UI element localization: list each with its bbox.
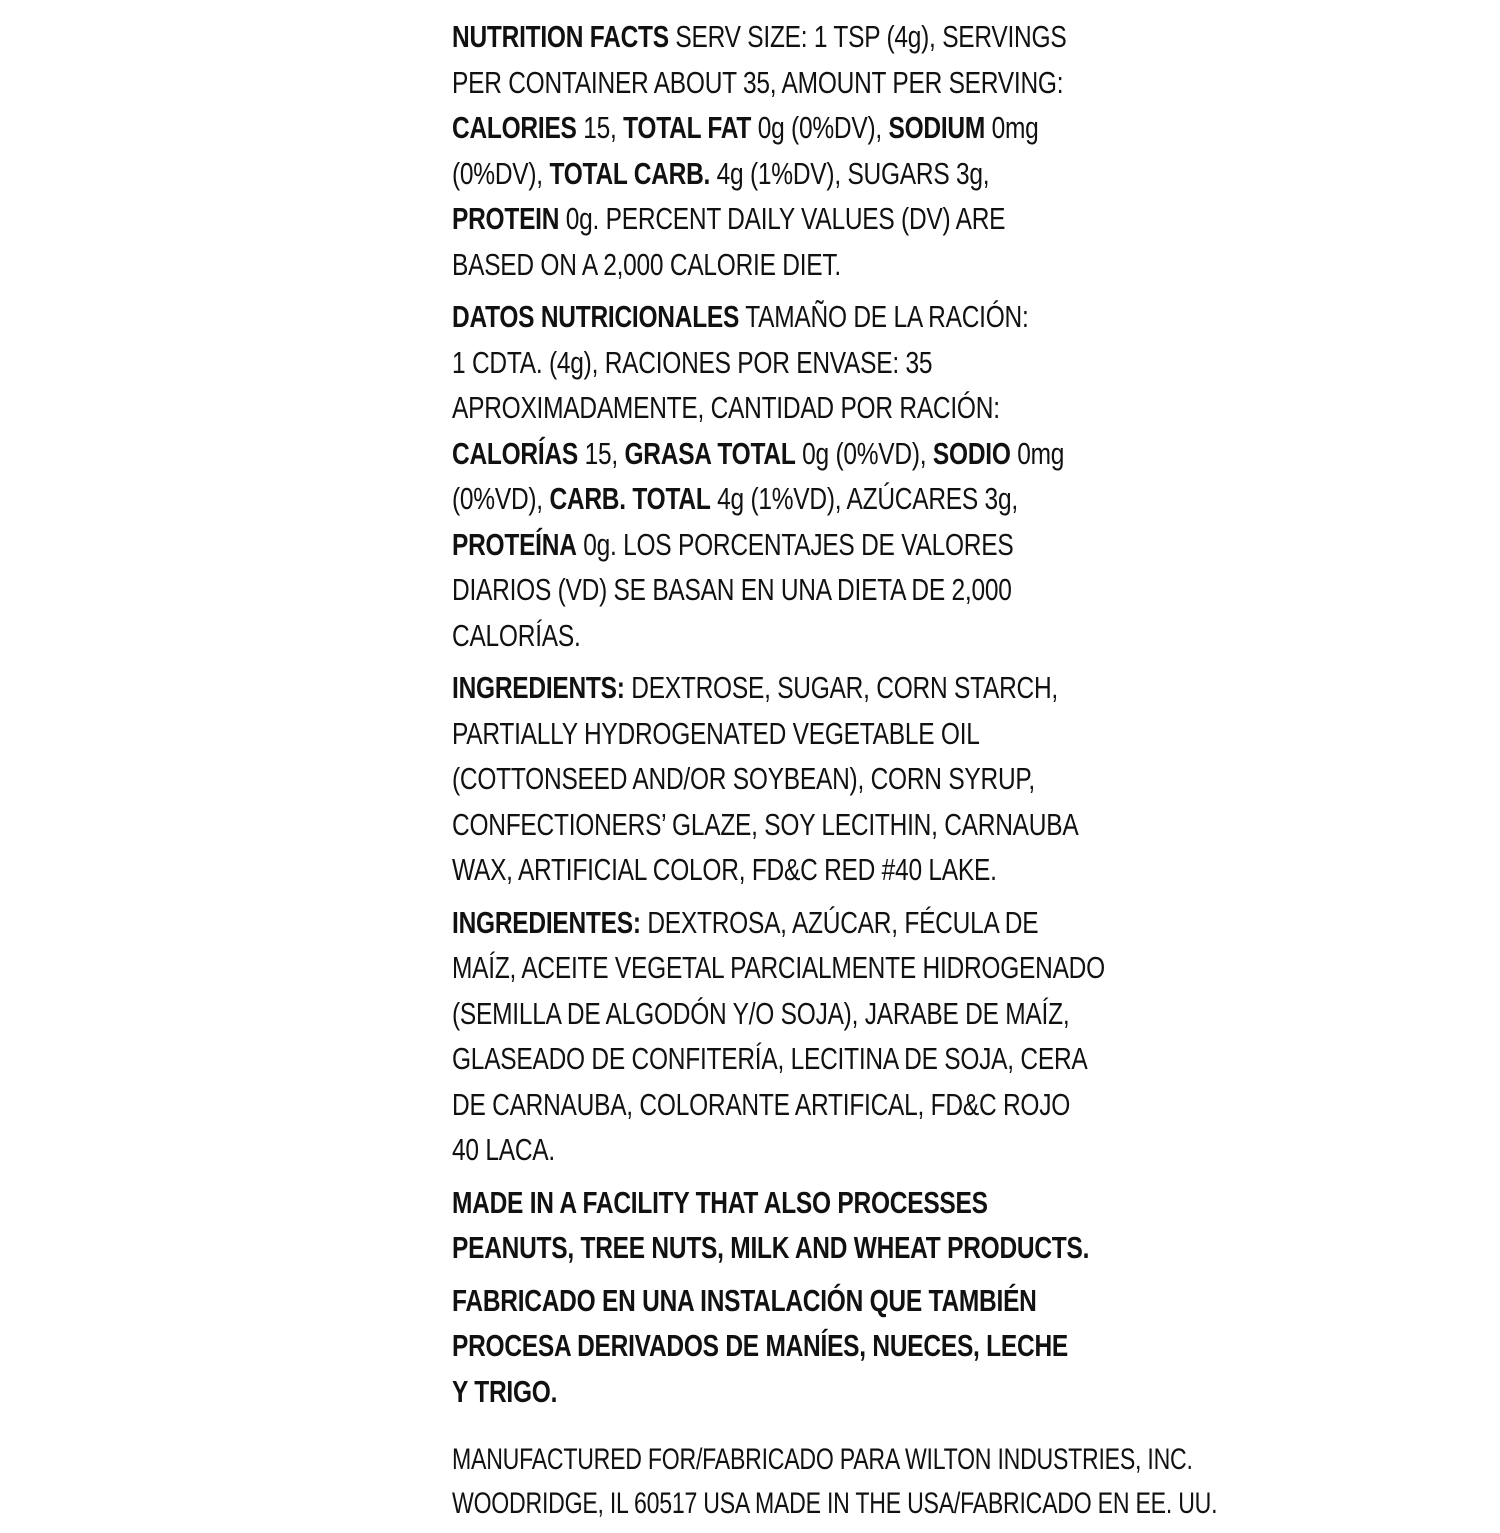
text-line (452, 14, 1067, 60)
text-line (452, 196, 1006, 242)
text-line: PEANUTS, TREE NUTS, MILK AND WHEAT PRODUCTS. (452, 1230, 1090, 1265)
text-line: Y TRIGO. (452, 1373, 558, 1409)
proteina-label: PROTEÍNA (452, 526, 577, 562)
text-line: FABRICADO EN UNA INSTALACIÓN QUE TAMBIÉN (452, 1282, 1037, 1318)
nutrition-facts-english (452, 14, 1072, 287)
sodium-label: SODIUM (888, 110, 986, 145)
text-line (452, 476, 1018, 522)
text-line: (COTTONSEED AND/OR SOYBEAN), CORN SYRUP, (452, 761, 1035, 796)
text-line (452, 294, 1029, 340)
tamano-racion-text: TAMAÑO DE LA RACIÓN: (739, 299, 1029, 334)
sodio-label: SODIO (932, 435, 1011, 471)
sodio-value: 0mg (1010, 435, 1065, 471)
nutrition-facts-heading: NUTRITION FACTS (452, 19, 669, 54)
calories-label: CALORIES (452, 110, 577, 145)
text-line: APROXIMADAMENTE, CANTIDAD POR RACIÓN: (452, 390, 1000, 425)
allergen-warning-english (452, 1180, 1090, 1271)
serving-size-text: SERV SIZE: 1 TSP (4g), SERVINGS (668, 19, 1067, 54)
proteina-value: 0g. LOS PORCENTAJES DE VALORES (576, 526, 1014, 562)
text-line: WOODRIDGE, IL 60517 USA MADE IN THE USA/FABRICADO EN EE. UU. (452, 1487, 1218, 1520)
text-line: (SEMILLA DE ALGODÓN Y/O SOJA), JARABE DE MAÍZ, (452, 995, 1070, 1031)
text-line: PROCESA DERIVADOS DE MANÍES, NUECES, LECHE (452, 1328, 1068, 1363)
manufacturer-info (452, 1438, 1218, 1526)
ingredients-spanish (452, 900, 1105, 1173)
calorias-value: 15, (578, 435, 625, 471)
text-line (452, 665, 1058, 711)
ingredients-text: DEXTROSE, SUGAR, CORN STARCH, (624, 670, 1058, 705)
text-line: MANUFACTURED FOR/FABRICADO PARA WILTON INDUSTRIES, INC. (452, 1443, 1193, 1476)
total-fat-label: TOTAL FAT (623, 110, 752, 145)
total-carb-value: 4g (1%DV), SUGARS 3g, (710, 155, 990, 191)
text-line: PER CONTAINER ABOUT 35, AMOUNT PER SERVING: (452, 64, 1064, 100)
ingredientes-heading: INGREDIENTES: (452, 904, 641, 940)
text-line: CALORÍAS. (452, 617, 581, 653)
carb-total-label: CARB. TOTAL (549, 481, 711, 516)
text-line: 1 CDTA. (4g), RACIONES POR ENVASE: 35 (452, 344, 933, 380)
ingredientes-text: DEXTROSA, AZÚCAR, FÉCULA DE (640, 904, 1039, 940)
ingredients-english (452, 665, 1079, 893)
text-line: PARTIALLY HYDROGENATED VEGETABLE OIL (452, 715, 980, 751)
protein-value: 0g. PERCENT DAILY VALUES (DV) ARE (559, 201, 1006, 236)
protein-label: PROTEIN (452, 201, 560, 236)
sodio-vd: (0%VD), (452, 481, 550, 516)
grasa-total-value: 0g (0%VD), (795, 435, 933, 471)
text-line (452, 151, 990, 197)
product-label-text (452, 14, 1218, 1533)
text-line: WAX, ARTIFICIAL COLOR, FD&C RED #40 LAKE. (452, 852, 997, 887)
text-line: MADE IN A FACILITY THAT ALSO PROCESSES (452, 1184, 988, 1220)
text-line: MAÍZ, ACEITE VEGETAL PARCIALMENTE HIDROGENADO (452, 950, 1105, 985)
calorias-label: CALORÍAS (452, 435, 579, 471)
text-line (452, 431, 1065, 477)
text-line: 40 LACA. (452, 1132, 555, 1167)
total-fat-value: 0g (0%DV), (751, 110, 889, 145)
text-line: CONFECTIONERS’ GLAZE, SOY LECITHIN, CARNAUBA (452, 806, 1079, 842)
nutrition-facts-spanish (452, 294, 1072, 658)
text-line: GLASEADO DE CONFITERÍA, LECITINA DE SOJA, CERA (452, 1041, 1088, 1076)
allergen-warning-spanish (452, 1278, 1072, 1415)
text-line (452, 105, 1039, 151)
sodium-dv: (0%DV), (452, 155, 550, 191)
text-line (452, 522, 1014, 568)
carb-total-value: 4g (1%VD), AZÚCARES 3g, (710, 481, 1018, 516)
grasa-total-label: GRASA TOTAL (624, 435, 796, 471)
ingredients-heading: INGREDIENTS: (452, 670, 625, 705)
datos-nutricionales-heading: DATOS NUTRICIONALES (452, 299, 740, 334)
text-line (452, 900, 1039, 946)
text-line: DE CARNAUBA, COLORANTE ARTIFICAL, FD&C ROJO (452, 1086, 1071, 1122)
total-carb-label: TOTAL CARB. (549, 155, 711, 191)
text-line: DIARIOS (VD) SE BASAN EN UNA DIETA DE 2,000 (452, 572, 1012, 607)
sodium-value: 0mg (985, 110, 1039, 145)
calories-value: 15, (576, 110, 624, 145)
text-line: BASED ON A 2,000 CALORIE DIET. (452, 246, 841, 282)
